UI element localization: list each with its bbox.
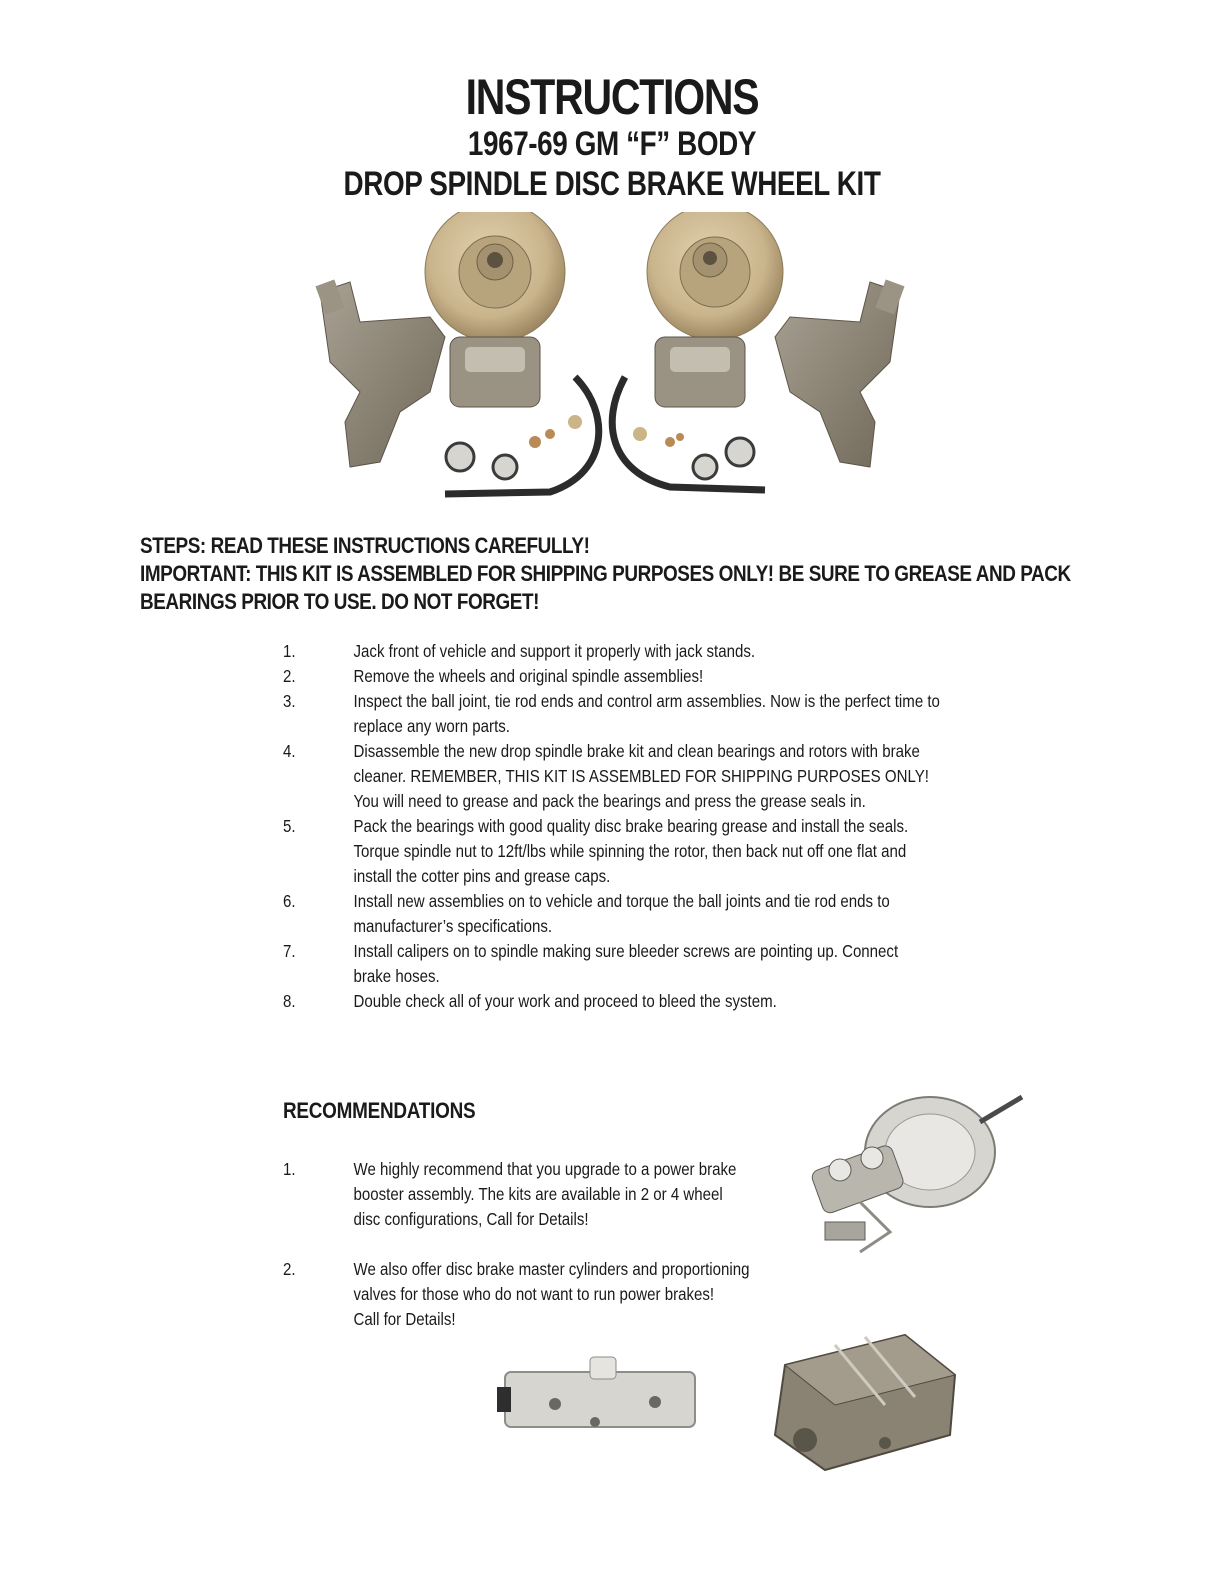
step-number: 1. — [283, 641, 296, 661]
step-text: Double check all of your work and proceed to bleed the system. — [353, 991, 777, 1011]
recommendation-number: 2. — [283, 1259, 296, 1279]
steps-warning — [140, 532, 1071, 616]
recommendation-text: We also offer disc brake master cylinders and proportioning — [353, 1259, 750, 1279]
right-rotor — [647, 212, 783, 340]
step-text: Pack the bearings with good quality disc brake bearing grease and install the seals. — [353, 816, 909, 836]
step-number: 5. — [283, 816, 296, 836]
steps-heading: STEPS: READ THESE INSTRUCTIONS CAREFULLY! — [140, 533, 590, 558]
recommendation-text: disc configurations, Call for Details! — [353, 1209, 589, 1229]
left-caliper — [450, 337, 540, 407]
step-text: replace any worn parts. — [353, 716, 510, 736]
page-subtitle-kit: DROP SPINDLE DISC BRAKE WHEEL KIT — [343, 165, 881, 203]
step-text: Remove the wheels and original spindle assemblies! — [353, 666, 704, 686]
step-text: Disassemble the new drop spindle brake kit and clean bearings and rotors with brake — [353, 741, 920, 761]
list-item — [283, 739, 937, 814]
step-text: install the cotter pins and grease caps. — [353, 866, 611, 886]
title-block — [0, 70, 1224, 204]
step-number: 2. — [283, 666, 296, 686]
step-text: cleaner. REMEMBER, THIS KIT IS ASSEMBLED FOR SHIPPING PURPOSES ONLY! — [353, 766, 929, 786]
list-item — [283, 664, 937, 689]
step-text: Inspect the ball joint, tie rod ends and control arm assemblies. Now is the perfect time to — [353, 691, 940, 711]
step-number: 3. — [283, 691, 296, 711]
list-item — [283, 1157, 765, 1232]
recommendations-list — [283, 1157, 765, 1332]
step-text: brake hoses. — [353, 966, 440, 986]
proportioning-valve-photo — [495, 1352, 705, 1442]
right-spindle — [775, 279, 905, 467]
list-item — [283, 889, 937, 939]
recommendation-number: 1. — [283, 1159, 296, 1179]
power-brake-booster-photo — [800, 1082, 1030, 1282]
list-item — [283, 689, 940, 739]
list-item — [283, 639, 937, 664]
important-notice-line-1: IMPORTANT: THIS KIT IS ASSEMBLED FOR SHIPPING PURPOSES ONLY! BE SURE TO GREASE AND PACK — [140, 561, 1071, 586]
recommendation-text: valves for those who do not want to run power brakes! — [353, 1284, 715, 1304]
master-cylinder-photo — [765, 1325, 965, 1475]
steps-list — [283, 639, 940, 1014]
step-text: Torque spindle nut to 12ft/lbs while spinning the rotor, then back nut off one flat and — [353, 841, 907, 861]
step-number: 8. — [283, 991, 296, 1011]
step-number: 4. — [283, 741, 296, 761]
step-text: You will need to grease and pack the bearings and press the grease seals in. — [353, 791, 866, 811]
step-number: 7. — [283, 941, 296, 961]
important-notice-line-2: BEARINGS PRIOR TO USE. DO NOT FORGET! — [140, 589, 539, 614]
step-text: Install new assemblies on to vehicle and torque the ball joints and tie rod ends to — [353, 891, 890, 911]
left-rotor — [425, 212, 565, 342]
step-text: Jack front of vehicle and support it properly with jack stands. — [353, 641, 756, 661]
left-spindle — [315, 279, 445, 467]
list-item — [283, 939, 937, 989]
recommendation-text: booster assembly. The kits are available in 2 or 4 wheel — [353, 1184, 723, 1204]
step-text: Install calipers on to spindle making sure bleeder screws are pointing up. Connect — [353, 941, 899, 961]
recommendations-heading: RECOMMENDATIONS — [283, 1098, 476, 1123]
step-text: manufacturer’s specifications. — [353, 916, 553, 936]
list-item — [283, 1257, 765, 1332]
list-item — [283, 989, 937, 1014]
right-caliper — [655, 337, 745, 407]
brake-kit-photo — [310, 212, 910, 512]
page-subtitle-model: 1967-69 GM “F” BODY — [467, 125, 757, 163]
recommendation-text: Call for Details! — [353, 1309, 456, 1329]
step-number: 6. — [283, 891, 296, 911]
recommendation-text: We highly recommend that you upgrade to a power brake — [353, 1159, 737, 1179]
list-item — [283, 814, 937, 889]
page-title: INSTRUCTIONS — [465, 69, 759, 125]
